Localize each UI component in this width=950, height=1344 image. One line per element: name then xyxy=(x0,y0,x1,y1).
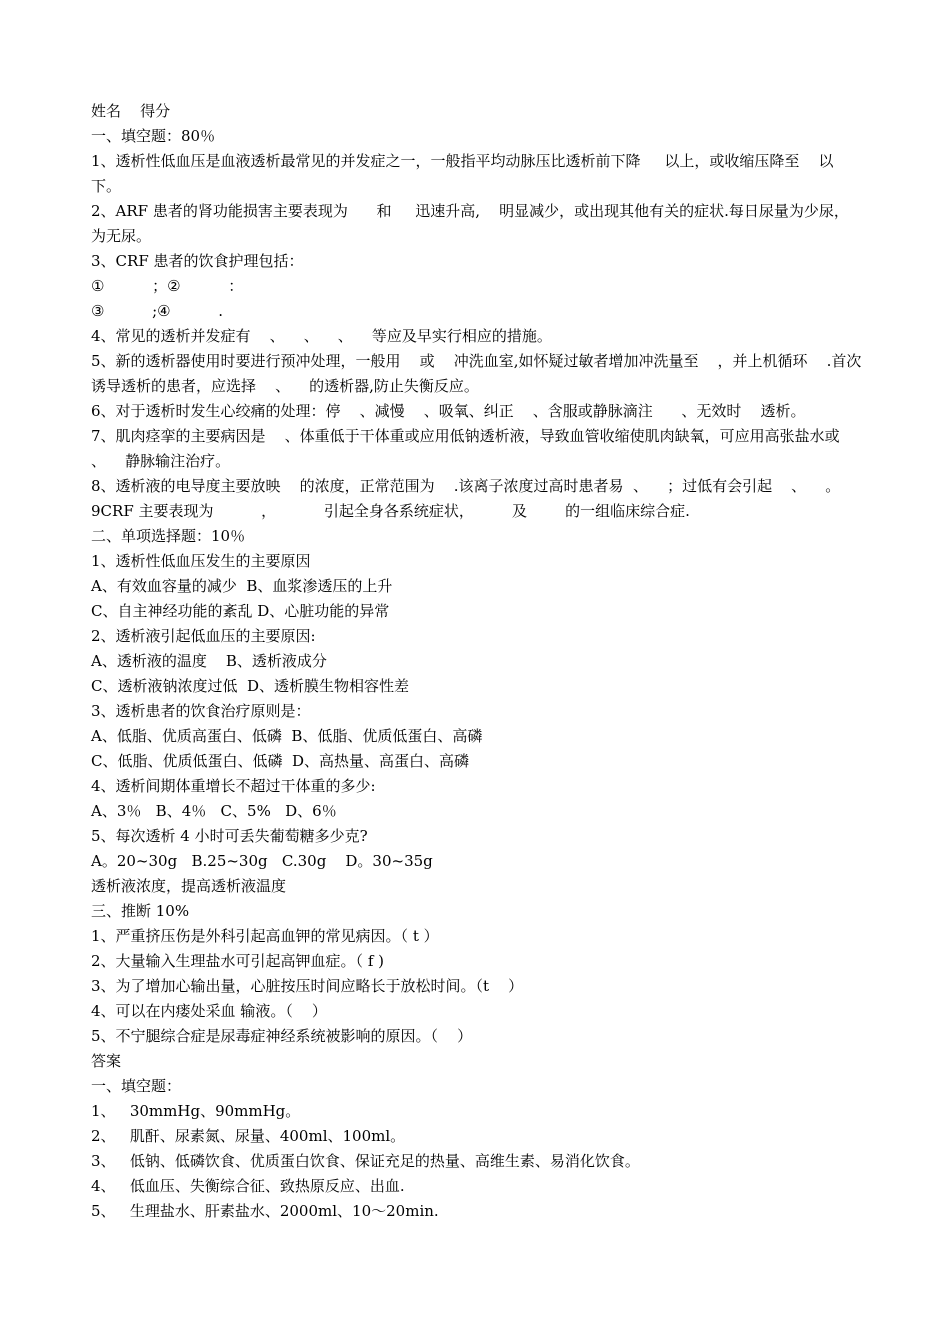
answer-line: 5、 生理盐水、肝素盐水、2000ml、10～20min. xyxy=(91,1202,439,1220)
question-1-3-line-2: ③ ;④ . xyxy=(91,302,224,320)
question-1-7: 7、肌肉痉挛的主要病因是 、体重低于干体重或应用低钠透析液，导致血管收缩使肌肉缺氧，可应用高张盐水或 、 静脉输注治疗。 xyxy=(91,427,859,470)
section-2-heading: 二、单项选择题：10％ xyxy=(91,527,246,545)
section-1-heading: 一、填空题：80％ xyxy=(91,127,216,145)
question-1-2: 2、ARF 患者的肾功能损害主要表现为 和 迅速升高, 明显减少，或出现其他有关的症状.每日尿量为少尿， 为无尿。 xyxy=(91,202,878,245)
section-3-line: 2、大量输入生理盐水可引起高钾血症。（ f ) xyxy=(91,952,384,970)
name-score-header: 姓名 得分 xyxy=(91,102,171,120)
answers-heading: 答案 xyxy=(91,1052,122,1070)
section-3-line: 1、严重挤压伤是外科引起高血钾的常见病因。（ t ） xyxy=(91,927,439,945)
question-1-3-line-1: ① ；② ： xyxy=(91,277,244,295)
section-2-line: 2、透析液引起低血压的主要原因: xyxy=(91,627,316,645)
section-3-line: 4、可以在内瘘处采血 输液。（ ） xyxy=(91,1002,327,1020)
answer-line: 2、 肌酐、尿素氮、尿量、400ml、100ml。 xyxy=(91,1127,406,1145)
question-1-9: 9CRF 主要表现为 ， 引起全身各系统症状， 及 的一组临床综合症. xyxy=(91,502,690,520)
answer-line: 4、 低血压、失衡综合征、致热原反应、出血. xyxy=(91,1177,405,1195)
section-2-line: A。20~30g B.25~30g C.30g D。30~35g xyxy=(91,852,433,870)
section-2-line: 透析液浓度，提高透析液温度 xyxy=(91,877,287,895)
section-2-line: 4、透析间期体重增长不超过干体重的多少: xyxy=(91,777,376,795)
section-2-line: A、透析液的温度 B、透析液成分 xyxy=(91,652,327,670)
document-body xyxy=(91,99,878,1224)
question-1-6: 6、对于透析时发生心绞痛的处理：停 、减慢 、吸氧、纠正 、含服或静脉滴注 、无效时 透析。 xyxy=(91,402,806,420)
section-3-line: 3、为了增加心输出量，心脏按压时间应略长于放松时间。（t ） xyxy=(91,977,524,995)
answer-line: 3、 低钠、低磷饮食、优质蛋白饮食、保证充足的热量、高维生素、易消化饮食。 xyxy=(91,1152,640,1170)
section-2-line: C、自主神经功能的紊乱 D、心脏功能的异常 xyxy=(91,602,390,620)
section-2-line: A、低脂、优质高蛋白、低磷 B、低脂、优质低蛋白、高磷 xyxy=(91,727,483,745)
answer-line: 1、 30mmHg、90mmHg。 xyxy=(91,1102,301,1120)
question-1-5: 5、新的透析器使用时要进行预冲处理，一般用 或 冲洗血室,如怀疑过敏者增加冲洗量至 ，并上机循环 .首次诱导透析的患者，应选择 、 的透析器,防止失衡反应。 xyxy=(91,352,862,395)
section-2-line: 5、每次透析 4 小时可丢失葡萄糖多少克? xyxy=(91,827,368,845)
answers-subheading: 一、填空题： xyxy=(91,1077,182,1095)
section-3-line: 5、不宁腿综合症是尿毒症神经系统被影响的原因。（ ） xyxy=(91,1027,473,1045)
question-1-8: 8、透析液的电导度主要放映 的浓度，正常范围为 .该离子浓度过高时患者易 、 ；过低有会引起 、 。 xyxy=(91,477,841,495)
section-3-heading: 三、推断 10% xyxy=(91,902,190,920)
question-1-4: 4、常见的透析并发症有 、 、 、 等应及早实行相应的措施。 xyxy=(91,327,552,345)
section-2-line: C、透析液钠浓度过低 D、透析膜生物相容性差 xyxy=(91,677,410,695)
section-2-line: A、有效血容量的减少 B、血浆渗透压的上升 xyxy=(91,577,393,595)
section-2-line: C、低脂、优质低蛋白、低磷 D、高热量、高蛋白、高磷 xyxy=(91,752,470,770)
section-2-line: A、3％ B、4％ C、5% D、6％ xyxy=(91,802,337,820)
question-1-1: 1、透析性低血压是血液透析最常见的并发症之一，一般指平均动脉压比透析前下降 以上，或收缩压降至 以下。 xyxy=(91,152,834,195)
section-2-line: 1、透析性低血压发生的主要原因 xyxy=(91,552,311,570)
section-2-line: 3、透析患者的饮食治疗原则是： xyxy=(91,702,311,720)
question-1-3: 3、CRF 患者的饮食护理包括： xyxy=(91,252,304,270)
